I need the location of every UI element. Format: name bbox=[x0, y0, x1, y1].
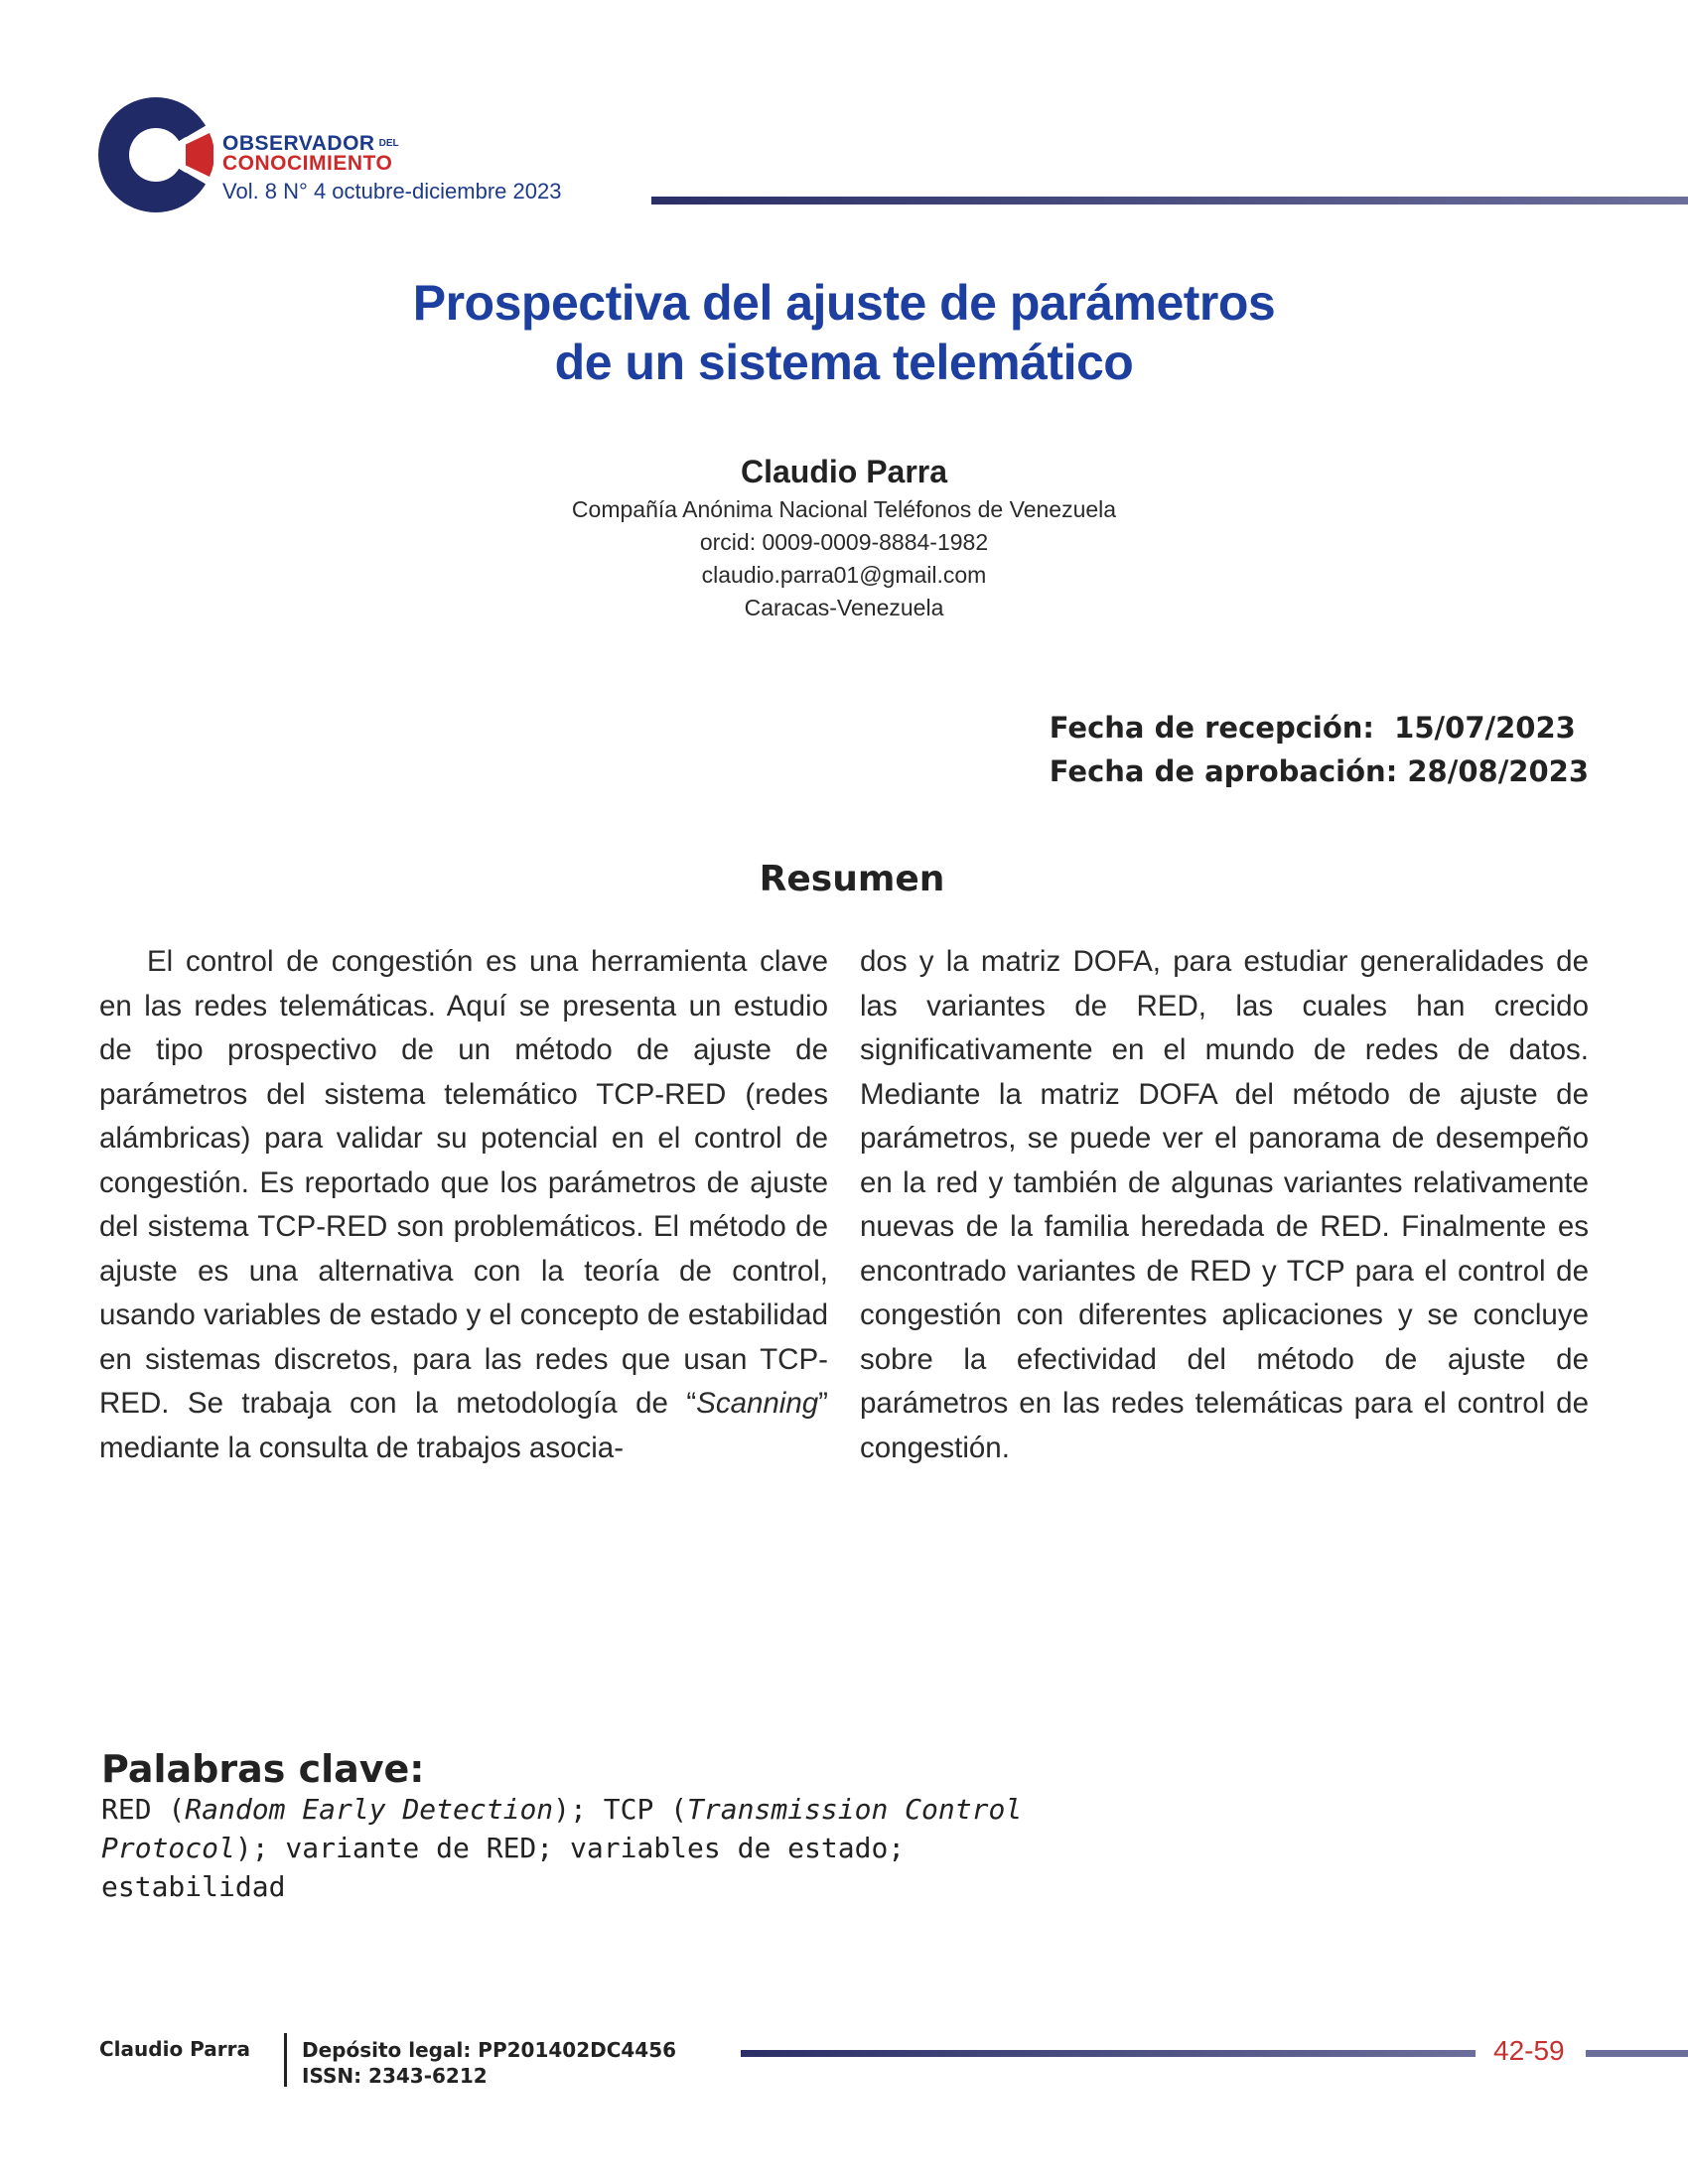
footer-deposito: Depósito legal: PP201402DC4456 bbox=[302, 2038, 677, 2062]
abstract-heading: Resumen bbox=[759, 859, 945, 899]
abstract-scanning-term: Scanning bbox=[696, 1387, 819, 1420]
page-range: 42-59 bbox=[1493, 2035, 1565, 2066]
abstract-right-column bbox=[860, 940, 1589, 1470]
footer-issn: ISSN: 2343-6212 bbox=[302, 2064, 488, 2088]
journal-name-line2: CONOCIMIENTO bbox=[222, 152, 393, 175]
article-title bbox=[0, 273, 1688, 392]
abstract-paragraph-right: dos y la matriz DOFA, para estudiar generalidades de las variantes de RED, las cuales han crecido significativamente en el mundo de redes de datos. Mediante la matriz DOFA del método de ajuste de parámetros, se puede ver el panorama de desempeño en la red y también de algunas variantes relativamente nuevas de la familia heredada de RED. Finalmente es encontrado variantes de RED y TCP para el control de congestión con diferentes aplicaciones y se concluye sobre la efectividad del método de ajuste de parámetros en las redes telemáticas para el control de congestión. bbox=[860, 945, 1589, 1464]
article-dates bbox=[1050, 706, 1589, 793]
affiliation-org: Compañía Anónima Nacional Teléfonos de Venezuela bbox=[571, 496, 1117, 522]
footer-separator bbox=[284, 2033, 287, 2087]
journal-logo bbox=[98, 97, 213, 212]
journal-volume: Vol. 8 N° 4 octubre-diciembre 2023 bbox=[222, 179, 562, 204]
article-title-line2: de un sistema telemático bbox=[554, 335, 1134, 390]
journal-name-line1: OBSERVADOR $^{DEL}$ bbox=[222, 132, 399, 155]
abstract-left-column bbox=[99, 940, 828, 1470]
footer-rule bbox=[741, 2050, 1476, 2057]
keywords-heading: Palabras clave: bbox=[101, 1747, 425, 1791]
footer-legal bbox=[302, 2037, 676, 2089]
journal-logo-icon bbox=[98, 97, 213, 212]
affiliation-location: Caracas-Venezuela bbox=[744, 595, 944, 620]
footer-rule-right bbox=[1586, 2050, 1688, 2057]
keywords-text: RED (Random Early Detection); TCP (Transmission Control Protocol); variante de RED; variables de estado; estabilidad bbox=[101, 1793, 1023, 1903]
article-title-line1: Prospectiva del ajuste de parámetros bbox=[412, 275, 1276, 331]
affiliation-orcid: orcid: 0009-0009-8884-1982 bbox=[699, 529, 989, 555]
footer-author: Claudio Parra bbox=[99, 2037, 250, 2061]
affiliation-email: claudio.parra01@gmail.com bbox=[701, 562, 987, 588]
approved-date: Fecha de aprobación: 28/08/2023 bbox=[1049, 754, 1589, 788]
abstract-paragraph-left: El control de congestión es una herramienta clave en las redes telemáticas. Aquí se presenta un estudio de tipo prospectivo de un método de ajuste de parámetros del sistema telemático TCP-RED (redes alámbricas) para validar su potencial en el control de congestión. Es reportado que los parámetros de ajuste del sistema TCP-RED son problemáticos. El método de ajuste es una alternativa con la teoría de control, usando variables de estado y el concepto de estabilidad en sistemas discretos, para las redes que usan TCP-RED. Se trabaja con la metodología de “Scanning” mediante la consulta de trabajos asocia- bbox=[99, 945, 828, 1464]
journal-name-del: DEL bbox=[378, 138, 399, 149]
header-rule bbox=[651, 197, 1688, 205]
received-date: Fecha de recepción: 15/07/2023 bbox=[1049, 711, 1576, 745]
author-name: Claudio Parra bbox=[740, 454, 948, 489]
